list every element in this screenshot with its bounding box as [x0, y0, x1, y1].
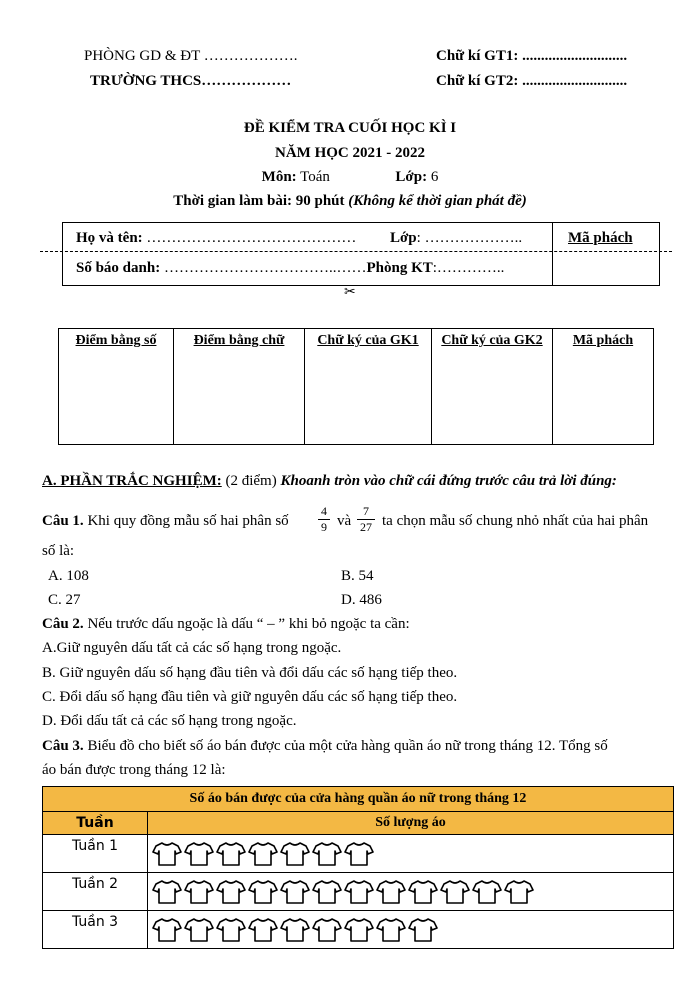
tshirt-icon	[152, 917, 182, 943]
department-line: PHÒNG GD & ĐT ……………….	[84, 48, 298, 64]
school-line: TRƯỜNG THCS………………	[90, 73, 292, 89]
q3-stem	[42, 738, 608, 755]
tshirt-icon	[440, 879, 470, 905]
tshirt-icon	[408, 917, 438, 943]
q3-text-b: áo bán được trong tháng 12 là:	[42, 762, 226, 778]
frac1-den: 9	[321, 520, 327, 534]
tshirt-icon	[312, 917, 342, 943]
section-a-points: (2 điểm)	[225, 473, 277, 489]
score-code-cell: Mã phách	[553, 329, 654, 445]
q1-option-a[interactable]: A. 108	[48, 568, 89, 584]
sbd-label: Số báo danh:	[76, 260, 161, 276]
tshirt-icon	[504, 879, 534, 905]
q2-stem	[42, 616, 410, 633]
q2-option-a[interactable]: A.Giữ nguyên dấu tất cả các số hạng trong ngoặc.	[42, 640, 342, 656]
name-field[interactable]	[76, 230, 356, 247]
q1-and: và	[337, 513, 352, 529]
q1-label: Câu 1.	[42, 513, 84, 529]
q3-text-a: Biểu đồ cho biết số áo bán được của một cửa hàng quần áo nữ trong tháng 12. Tổng số	[87, 738, 608, 754]
week-2-label: Tuần 2	[43, 873, 148, 911]
cut-line	[40, 251, 672, 252]
class-value: 6	[430, 169, 439, 185]
room-label: Phòng KT	[366, 260, 433, 276]
class-label: Lớp:	[395, 169, 428, 185]
tshirt-icon	[472, 879, 502, 905]
grader2-cell: Chữ ký của GK2	[432, 329, 553, 445]
tshirt-icon	[152, 879, 182, 905]
code-label: Mã phách	[568, 230, 633, 246]
name-dots: ……………………………………	[146, 230, 357, 246]
q1-option-b[interactable]: B. 54	[341, 568, 374, 584]
section-a-heading	[42, 473, 617, 490]
score-table	[58, 328, 654, 445]
proctor2-signature: Chữ kí GT2: ............................	[436, 73, 628, 89]
exam-title: ĐỀ KIỂM TRA CUỐI HỌC KÌ I	[243, 120, 457, 136]
score-words-cell: Điểm bằng chữ	[174, 329, 305, 445]
name-label: Họ và tên:	[76, 230, 143, 246]
week-2-shirts	[148, 879, 673, 905]
proctor1-signature: Chữ kí GT1: ............................	[436, 48, 628, 64]
scissors-icon: ✂	[344, 284, 356, 300]
tshirt-icon	[248, 841, 278, 867]
week-1-label: Tuần 1	[43, 835, 148, 873]
class-dots: : ………………..	[416, 230, 523, 246]
q1-option-c[interactable]: C. 27	[48, 592, 81, 608]
col-week-header: Tuần	[43, 812, 148, 835]
room-dots: :…………..	[432, 260, 505, 276]
pictograph-table	[42, 786, 674, 949]
q2-label: Câu 2.	[42, 616, 84, 632]
tshirt-icon	[248, 917, 278, 943]
grader1-cell: Chữ ký của GK1	[305, 329, 432, 445]
fraction-4-9	[318, 505, 330, 534]
score-number-cell: Điểm bằng số	[59, 329, 174, 445]
frac2-den: 27	[360, 520, 372, 534]
q2-option-c[interactable]: C. Đổi dấu số hạng đầu tiên và giữ nguyên dấu các số hạng tiếp theo.	[42, 689, 458, 705]
section-a-instruction: Khoanh tròn vào chữ cái đứng trước câu trả lời đúng:	[280, 473, 617, 489]
tshirt-icon	[344, 917, 374, 943]
tshirt-icon	[216, 879, 246, 905]
tshirt-icon	[376, 879, 406, 905]
tshirt-icon	[344, 841, 374, 867]
frac2-num: 7	[363, 504, 369, 518]
tshirt-icon	[184, 917, 214, 943]
tshirt-icon	[376, 917, 406, 943]
sbd-dots: ……………………………..……	[163, 260, 367, 276]
week-3-label: Tuần 3	[43, 911, 148, 949]
tshirt-icon	[280, 917, 310, 943]
school-year: NĂM HỌC 2021 - 2022	[275, 145, 425, 161]
q2-text: Nếu trước dấu ngoặc là dấu “ – ” khi bỏ ngoặc ta cần:	[87, 616, 410, 632]
q1-text-c: số là:	[42, 543, 75, 559]
tshirt-icon	[312, 879, 342, 905]
pictograph-title: Số áo bán được của cửa hàng quần áo nữ trong tháng 12	[43, 787, 674, 812]
class-field[interactable]	[390, 230, 522, 247]
subject-label: Môn:	[261, 169, 297, 185]
frac1-num: 4	[321, 504, 327, 518]
tshirt-icon	[216, 917, 246, 943]
q3-label: Câu 3.	[42, 738, 84, 754]
q1-text-b: ta chọn mẫu số chung nhỏ nhất của hai phân	[382, 513, 649, 529]
tshirt-icon	[408, 879, 438, 905]
table-row	[43, 873, 674, 911]
tshirt-icon	[184, 879, 214, 905]
tshirt-icon	[184, 841, 214, 867]
table-row	[43, 835, 674, 873]
week-1-shirts	[148, 841, 673, 867]
tshirt-icon	[216, 841, 246, 867]
tshirt-icon	[280, 879, 310, 905]
col-count-header: Số lượng áo	[148, 812, 674, 835]
table-row	[43, 911, 674, 949]
q1-option-d[interactable]: D. 486	[341, 592, 382, 608]
fraction-7-27	[357, 505, 375, 534]
q1-text-a: Khi quy đồng mẫu số hai phân số	[87, 513, 289, 529]
tshirt-icon	[312, 841, 342, 867]
subject-value: Toán	[300, 169, 330, 185]
candidate-number-field[interactable]	[76, 260, 504, 277]
time-line	[0, 193, 700, 210]
time-text: Thời gian làm bài: 90 phút	[173, 193, 345, 209]
week-3-shirts	[148, 917, 673, 943]
q2-option-d[interactable]: D. Đổi dấu tất cả các số hạng trong ngoặc.	[42, 713, 297, 729]
section-a-title: A. PHẦN TRẮC NGHIỆM:	[42, 473, 222, 489]
tshirt-icon	[152, 841, 182, 867]
q1-line1a	[42, 513, 289, 530]
time-note: (Không kể thời gian phát đề)	[348, 193, 527, 209]
q2-option-b[interactable]: B. Giữ nguyên dấu số hạng đầu tiên và đổi dấu các số hạng tiếp theo.	[42, 665, 458, 681]
tshirt-icon	[344, 879, 374, 905]
tshirt-icon	[280, 841, 310, 867]
info-class-label: Lớp	[390, 230, 417, 246]
subject-line	[0, 169, 700, 186]
tshirt-icon	[248, 879, 278, 905]
